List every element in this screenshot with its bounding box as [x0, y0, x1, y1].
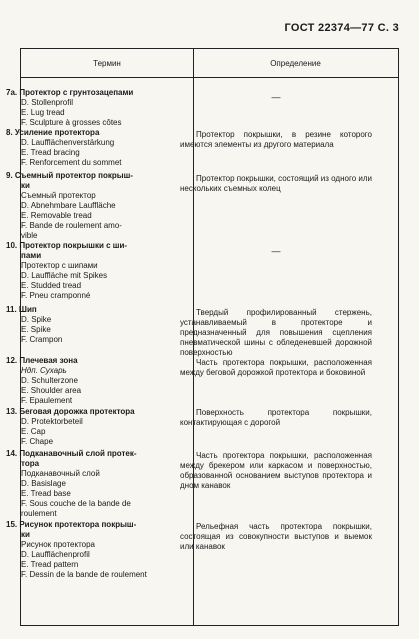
term-synonym: Протектор с шипами — [21, 261, 98, 270]
term-title: 7а. Протектор с грунтозацепами — [6, 88, 134, 97]
term-title-continuation: пами — [21, 251, 42, 260]
term-title: 14. Подканавочный слой протек- — [6, 449, 137, 458]
term-entry — [6, 128, 171, 168]
term-definition: Рельефная часть протектора покрышки, состоящая из совокупности выступов и выемок или канавок — [180, 522, 372, 551]
term-title: 9. Съемный протектор покрыш- — [6, 171, 133, 180]
page-header: ГОСТ 22374—77 С. 3 — [284, 22, 399, 34]
term-synonym: D. Lauffläche mit Spikes — [21, 271, 108, 280]
term-definition: — — [271, 246, 281, 256]
term-synonym: Съемный протектор — [21, 191, 96, 200]
column-header-definition: Определение — [193, 49, 398, 78]
term-definition: — — [271, 92, 281, 102]
term-synonym: E. Tread bracing — [21, 148, 80, 157]
term-title-continuation: ки — [21, 530, 30, 539]
term-synonym: F. Sculpture à grosses côtes — [21, 118, 122, 127]
term-synonym: F. Bande de roulement amo- — [21, 221, 122, 230]
term-synonym: Рисунок протектора — [21, 540, 95, 549]
term-title: 11. Шип — [6, 305, 37, 314]
term-synonym: E. Lug tread — [21, 108, 65, 117]
term-synonym: vible — [21, 231, 38, 240]
term-definition: Твердый профилированный стержень, устанавливаемый в протекторе и предназначенный для повышения сцепления пневматической шины с обледеневшей дорожной поверхностью — [180, 308, 372, 357]
term-title: 10. Протектор покрышки с ши- — [6, 241, 128, 250]
term-title: 13. Беговая дорожка протектора — [6, 407, 135, 416]
term-entry — [6, 449, 171, 519]
term-title-continuation: ки — [21, 181, 30, 190]
term-title: 12. Плечевая зона — [6, 356, 78, 365]
term-synonym: D. Abnehmbare Lauffläche — [21, 201, 116, 210]
term-synonym: F. Renforcement du sommet — [21, 158, 122, 167]
term-definition: Протектор покрышки, состоящий из одного или нескольких съемных колец — [180, 174, 372, 193]
term-title: 15. Рисунок протектора покрыш- — [6, 520, 137, 529]
term-definition: Часть протектора покрышки, расположенная между брекером или каркасом и поверхностью, образованной основанием выступов протектора и дном канавок — [180, 451, 372, 490]
term-definition: Поверхность протектора покрышки, контактирующая с дорогой — [180, 408, 372, 427]
term-definition: Часть протектора покрышки, расположенная между беговой дорожкой протектора и боковиной — [180, 358, 372, 377]
term-synonym: E. Tread pattern — [21, 560, 79, 569]
term-entry — [6, 305, 171, 345]
term-synonym: D. Schulterzone — [21, 376, 78, 385]
term-synonym: F. Crampon — [21, 335, 63, 344]
term-synonym: D. Basislage — [21, 479, 66, 488]
term-synonym: E. Spike — [21, 325, 51, 334]
term-synonym: D. Laufflächenprofil — [21, 550, 90, 559]
term-synonym: D. Laufflächenverstärkung — [21, 138, 115, 147]
term-synonym: D. Spike — [21, 315, 52, 324]
term-title-continuation: тора — [21, 459, 40, 468]
term-entry — [6, 88, 171, 128]
term-synonym: Подканавочный слой — [21, 469, 100, 478]
term-synonym: F. Pneu cramponné — [21, 291, 91, 300]
term-entry — [6, 356, 171, 406]
column-header-term: Термин — [21, 49, 193, 78]
term-synonym: F. Chape — [21, 437, 54, 446]
term-synonym: F. Epaulement — [21, 396, 73, 405]
term-synonym: E. Studded tread — [21, 281, 82, 290]
term-synonym: E. Cap — [21, 427, 46, 436]
term-entry — [6, 520, 171, 580]
term-synonym: E. Tread base — [21, 489, 71, 498]
term-synonym: F. Dessin de la bande de roulement — [21, 570, 147, 579]
term-synonym: E. Removable tread — [21, 211, 92, 220]
term-synonym: roulement — [21, 509, 57, 518]
term-synonym: E. Shoulder area — [21, 386, 82, 395]
term-entry — [6, 407, 171, 447]
term-entry — [6, 171, 171, 241]
term-entry — [6, 241, 171, 301]
term-definition: Протектор покрышки, в резине которого имеются элементы из другого материала — [180, 130, 372, 149]
term-synonym: D. Stollenprofil — [21, 98, 74, 107]
term-synonym: D. Protektorbeteil — [21, 417, 83, 426]
term-synonym: F. Sous couche de la bande de — [21, 499, 131, 508]
term-synonym: Ндп. Сухарь — [21, 366, 67, 375]
term-title: 8. Усиление протектора — [6, 128, 100, 137]
